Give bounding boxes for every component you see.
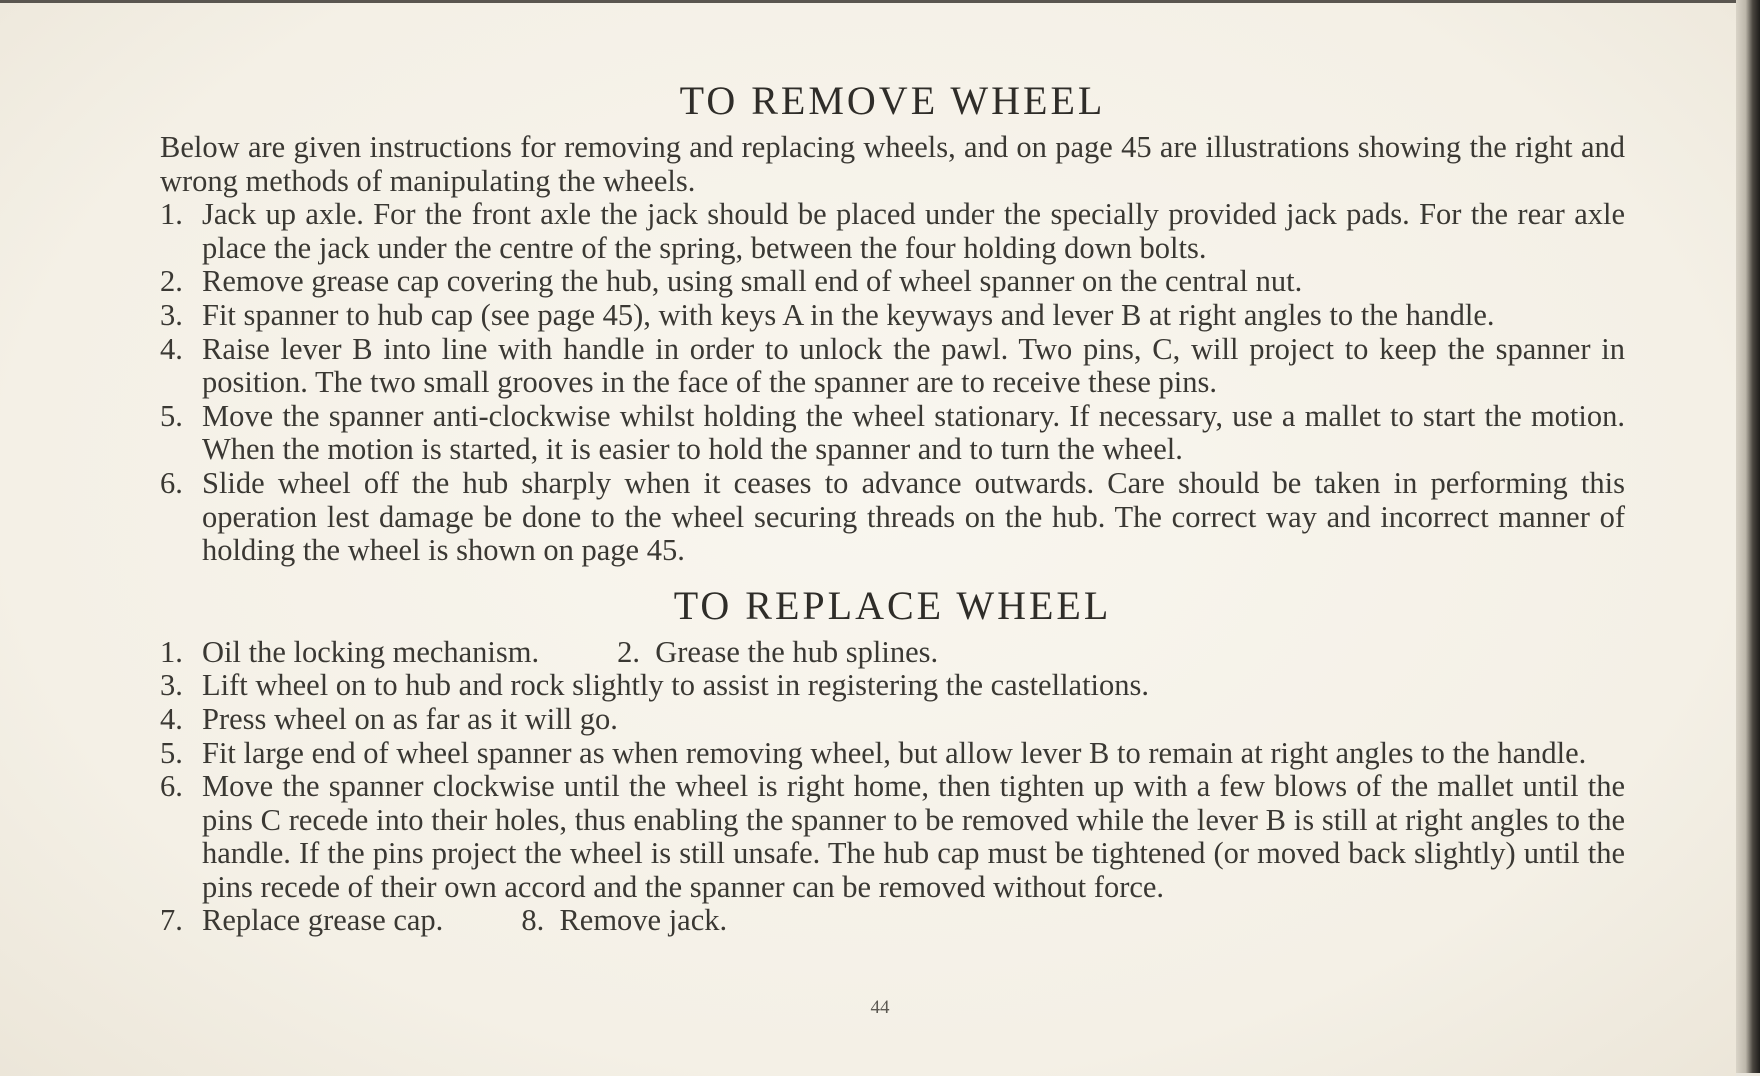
page-number: 44 <box>870 997 890 1018</box>
step-text: Slide wheel off the hub sharply when it ceases to advance outwards. Care should be taken in performing this operation lest damage be done to the wheel securing threads on the hub. The correct way and incorrect manner of holding the wheel is shown on page 45. <box>202 465 1625 568</box>
step-number: 5. <box>160 735 183 770</box>
replace-wheel-heading: TO REPLACE WHEEL <box>673 582 1112 628</box>
step-number: 6. <box>160 465 183 500</box>
step-number: 2. <box>617 634 640 669</box>
step-text: Oil the locking mechanism. <box>202 634 540 669</box>
step-number: 3. <box>160 668 183 703</box>
step-number: 1. <box>160 634 183 669</box>
step-text: Grease the hub splines. <box>655 634 939 669</box>
remove-wheel-heading: TO REMOVE WHEEL <box>679 78 1106 123</box>
replace-step <box>160 737 1625 771</box>
step-number: 6. <box>160 769 183 804</box>
remove-step <box>160 467 1625 568</box>
step-text: Remove jack. <box>559 903 728 938</box>
remove-step <box>160 299 1625 333</box>
step-text: Press wheel on as far as it will go. <box>202 701 618 736</box>
replace-step <box>160 703 1625 737</box>
replace-step <box>160 770 1625 904</box>
step-text: Replace grease cap. <box>202 903 444 938</box>
replace-step <box>160 636 1625 670</box>
replace-step <box>160 669 1625 703</box>
step-text: Move the spanner clockwise until the wheel is right home, then tighten up with a few blows of the mallet until the pins C recede into their holes, thus enabling the spanner to be removed while the lever B is still at right angles to the handle. If the pins project the wheel is still unsafe. The hub cap must be tightened (or moved back slightly) until the pins recede of their own accord and the spanner can be removed without force. <box>202 769 1625 904</box>
step-number: 4. <box>160 701 183 736</box>
remove-intro-paragraph: Below are given instructions for removing and replacing wheels, and on page 45 are illustrations showing the right and wrong methods of manipulating the wheels. <box>160 130 1625 198</box>
step-text: Remove grease cap covering the hub, using small end of wheel spanner on the central nut. <box>202 264 1303 299</box>
remove-step <box>160 400 1625 467</box>
step-text: Fit large end of wheel spanner as when removing wheel, but allow lever B to remain at right angles to the handle. <box>202 735 1587 770</box>
step-text: Fit spanner to hub cap (see page 45), with keys A in the keyways and lever B at right angles to the handle. <box>202 297 1495 332</box>
replace-step <box>160 904 1625 938</box>
remove-step <box>160 198 1625 265</box>
step-text: Move the spanner anti-clockwise whilst holding the wheel stationary. If necessary, use a mallet to start the motion. When the motion is started, it is easier to hold the spanner and to turn the wheel. <box>202 398 1625 467</box>
step-text: Raise lever B into line with handle in order to unlock the pawl. Two pins, C, will project to keep the spanner in position. The two small grooves in the face of the spanner are to receive these pins. <box>202 331 1625 400</box>
remove-step <box>160 265 1625 299</box>
step-number: 2. <box>160 264 183 299</box>
step-number: 7. <box>160 903 183 938</box>
step-number: 5. <box>160 398 183 433</box>
remove-step <box>160 333 1625 400</box>
step-number: 3. <box>160 297 183 332</box>
remove-steps-list <box>160 198 1625 568</box>
step-text: Jack up axle. For the front axle the jack should be placed under the specially provided jack pads. For the rear axle place the jack under the centre of the spring, between the four holding down bolts. <box>202 197 1625 265</box>
step-number: 8. <box>521 903 545 938</box>
book-spine-shadow <box>1736 0 1760 1073</box>
step-text: Lift wheel on to hub and rock slightly to assist in registering the castellations. <box>202 668 1150 703</box>
step-number: 4. <box>160 331 183 366</box>
replace-steps-list <box>160 636 1625 938</box>
step-number: 1. <box>160 197 183 232</box>
page-content <box>160 73 1625 938</box>
